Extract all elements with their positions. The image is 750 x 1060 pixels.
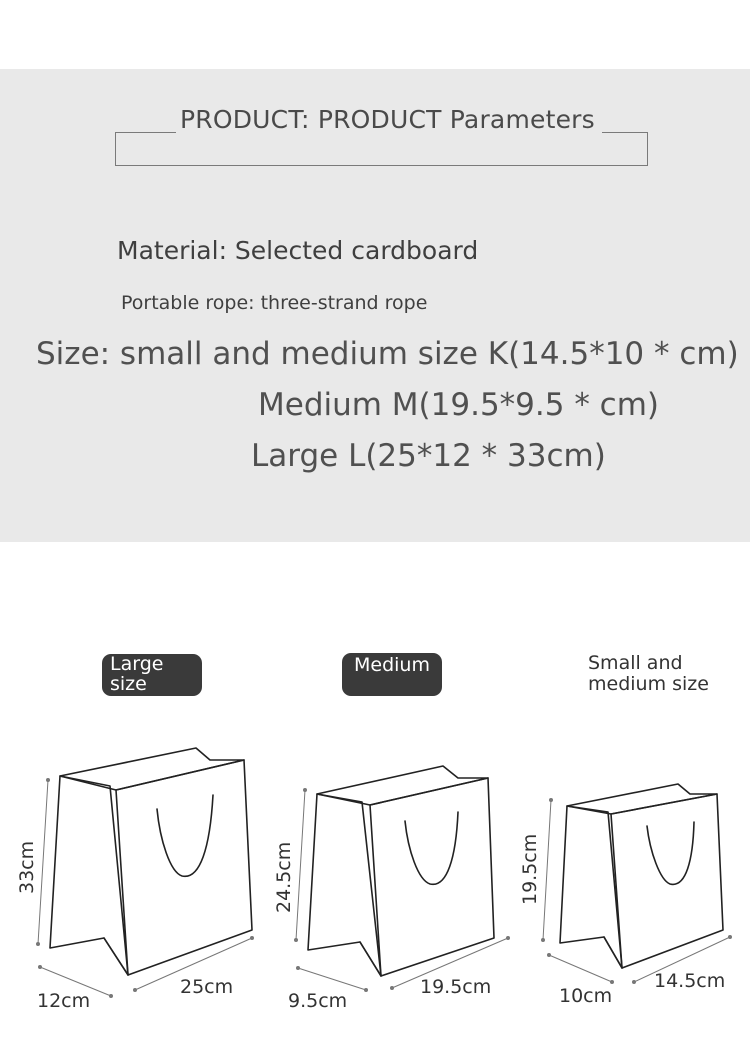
small-height-label: 19.5cm: [519, 833, 541, 905]
large-bag-illustration: [36, 748, 254, 998]
medium-bag-illustration: [294, 766, 510, 992]
spec-size-medium: Medium M(19.5*9.5 * cm): [258, 387, 660, 423]
spec-material: Material: Selected cardboard: [117, 236, 479, 265]
large-width-label: 25cm: [180, 976, 234, 998]
small-bag-illustration: [541, 784, 732, 984]
badge-large-size-label: Large size: [110, 653, 164, 695]
large-height-label: 33cm: [16, 840, 38, 894]
label-small-medium-size: Small and medium size: [588, 652, 709, 695]
medium-width-label: 19.5cm: [420, 976, 492, 998]
spec-rope: Portable rope: three-strand rope: [121, 292, 428, 314]
page-title: PRODUCT: PRODUCT Parameters: [180, 105, 595, 134]
small-width-label: 14.5cm: [654, 970, 726, 992]
medium-depth-label: 9.5cm: [288, 990, 348, 1012]
spec-size-small: Size: small and medium size K(14.5*10 * cm): [36, 336, 739, 372]
badge-medium-size-label: Medium: [354, 654, 430, 676]
medium-height-label: 24.5cm: [273, 841, 295, 913]
small-depth-label: 10cm: [559, 985, 613, 1007]
large-depth-label: 12cm: [37, 990, 91, 1012]
spec-size-large: Large L(25*12 * 33cm): [251, 438, 606, 474]
